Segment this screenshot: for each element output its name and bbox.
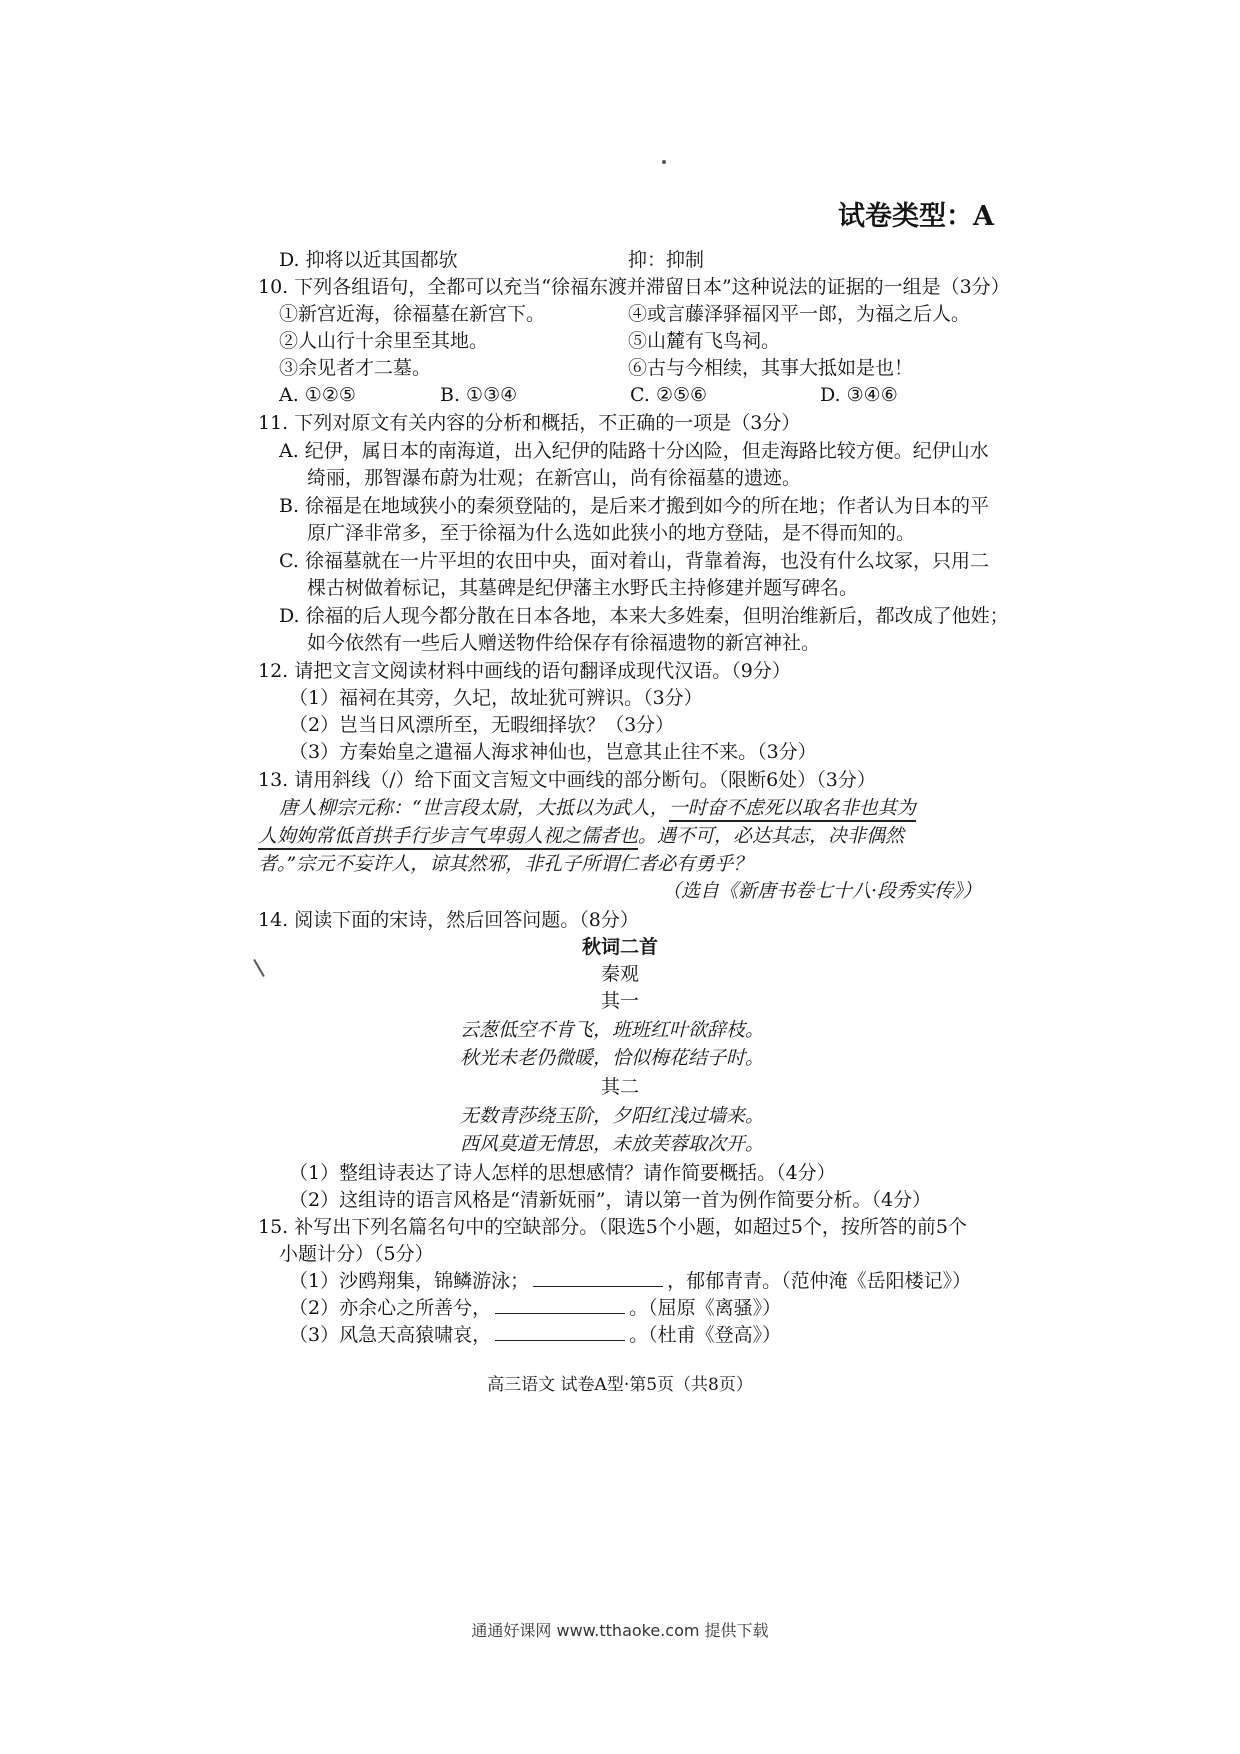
poem1-line2: 秋光未老仍微暖，恰似梅花结子时。 xyxy=(460,1047,765,1069)
q10-item-2: ②人山行十余里至其地。 xyxy=(279,330,489,352)
poem1-title: 其一 xyxy=(600,990,639,1012)
q11-option-d-line1: D. 徐福的后人现今都分散在日本各地，本来大多姓秦，但明治维新后，都改成了他姓； xyxy=(279,605,1009,627)
q13-source: （选自《新唐书卷七十八·段秀实传》） xyxy=(662,880,982,902)
q10-item-4: ④或言藤泽驿福冈平一郎，为福之后人。 xyxy=(628,303,971,325)
q15-item-3-suffix: 。（杜甫《登高》） xyxy=(629,1324,782,1346)
q11-stem: 11. 下列对原文有关内容的分析和概括，不正确的一项是（3分） xyxy=(258,412,801,434)
q13-text: 。遇不可，必达其志，决非偶然 xyxy=(638,825,905,847)
poem-author: 秦观 xyxy=(600,963,639,985)
q13-passage-line1 xyxy=(279,795,916,821)
scan-speck xyxy=(662,160,666,164)
q11-option-a-line2: 绮丽，那智瀑布蔚为壮观；在新宫山，尚有徐福墓的遗迹。 xyxy=(307,467,802,489)
answer-blank[interactable] xyxy=(495,1322,625,1341)
paper-type-label: 试卷类型：A xyxy=(838,201,994,232)
q10-item-5: ⑤山麓有飞鸟祠。 xyxy=(628,330,781,352)
q12-item-1: （1）福祠在其旁，久圮，故址犹可辨识。（3分） xyxy=(289,687,703,709)
q9-option-d-explain: 抑：抑制 xyxy=(628,249,705,271)
q10-item-3: ③余见者才二墓。 xyxy=(279,357,432,379)
scan-speck xyxy=(253,959,265,977)
q15-stem-line2: 小题计分）（5分） xyxy=(279,1243,434,1265)
answer-blank[interactable] xyxy=(495,1295,625,1314)
q15-item-1 xyxy=(289,1268,971,1294)
watermark-text: 通通好课网 www.tthaoke.com 提供下载 xyxy=(471,1621,769,1640)
q12-item-2: （2）岂当日风漂所至，无暇细择欤？（3分） xyxy=(289,714,675,736)
q12-item-3: （3）方秦始皇之遣福人海求神仙也，岂意其止往不来。（3分） xyxy=(289,741,817,763)
q13-passage-line2 xyxy=(258,823,904,849)
q15-item-2-prefix: （2）亦余心之所善兮， xyxy=(289,1297,492,1319)
q11-option-c-line1: C. 徐福墓就在一片平坦的农田中央，面对着山，背靠着海，也没有什么坟冢，只用二 xyxy=(279,550,989,572)
poem2-title: 其二 xyxy=(600,1076,639,1098)
q13-underlined-text: 一时奋不虑死以取名非也其为 xyxy=(669,797,916,822)
poem2-line2: 西风莫道无情思，未放芙蓉取次开。 xyxy=(460,1133,765,1155)
poem2-line1: 无数青莎绕玉阶，夕阳红浅过墙来。 xyxy=(460,1105,765,1127)
q10-item-1: ①新宫近海，徐福墓在新宫下。 xyxy=(279,303,546,325)
q15-item-2-suffix: 。（屈原《离骚》） xyxy=(629,1297,782,1319)
q10-option-b: B. ①③④ xyxy=(440,384,518,406)
q11-option-b-line1: B. 徐福是在地域狭小的秦须登陆的，是后来才搬到如今的所在地；作者认为日本的平 xyxy=(279,495,990,517)
q11-option-a-line1: A. 纪伊，属日本的南海道，出入纪伊的陆路十分凶险，但走海路比较方便。纪伊山水 xyxy=(279,440,989,462)
q10-option-a: A. ①②⑤ xyxy=(279,384,356,406)
q15-item-3-prefix: （3）风急天高猿啸哀， xyxy=(289,1324,492,1346)
q13-stem: 13. 请用斜线（/）给下面文言短文中画线的部分断句。（限断6处）（3分） xyxy=(258,769,876,791)
q11-option-c-line2: 棵古树做着标记，其墓碑是纪伊藩主水野氏主持修建并题写碑名。 xyxy=(307,577,859,599)
q14-sub-1: （1）整组诗表达了诗人怎样的思想感情？请作简要概括。（4分） xyxy=(289,1162,836,1184)
poem-title: 秋词二首 xyxy=(581,936,658,958)
q11-option-d-line2: 如今依然有一些后人赠送物件给保存有徐福遗物的新宫神社。 xyxy=(307,632,821,654)
q15-item-1-prefix: （1）沙鸥翔集，锦鳞游泳； xyxy=(289,1270,530,1292)
q10-option-d: D. ③④⑥ xyxy=(820,384,898,406)
q11-option-b-line2: 原广泽非常多，至于徐福为什么选如此狭小的地方登陆，是不得而知的。 xyxy=(307,522,916,544)
q15-item-2 xyxy=(289,1295,781,1321)
q13-underlined-text: 人姁姁常低首拱手行步言气卑弱人视之儒者也 xyxy=(258,825,638,850)
q10-stem: 10. 下列各组语句，全都可以充当“徐福东渡并滞留日本”这种说法的证据的一组是（3分） xyxy=(258,276,1010,298)
answer-blank[interactable] xyxy=(533,1268,663,1287)
q12-stem: 12. 请把文言文阅读材料中画线的语句翻译成现代汉语。（9分） xyxy=(258,660,791,682)
q15-stem-line1: 15. 补写出下列名篇名句中的空缺部分。（限选5个小题，如超过5个，按所答的前5个 xyxy=(258,1216,968,1238)
q15-item-1-suffix: ，郁郁青青。（范仲淹《岳阳楼记》） xyxy=(667,1270,972,1292)
q13-text: 唐人柳宗元称：“世言段太尉，大抵以为武人， xyxy=(279,797,669,819)
q15-item-3 xyxy=(289,1322,781,1348)
q13-passage-line3: 者。”宗元不妄许人，谅其然邪，非孔子所谓仁者必有勇乎？ xyxy=(258,853,753,875)
page-footer: 高三语文 试卷A型·第5页（共8页） xyxy=(487,1375,753,1395)
q14-stem: 14. 阅读下面的宋诗，然后回答问题。（8分） xyxy=(258,909,639,931)
q10-item-6: ⑥古与今相续，其事大抵如是也！ xyxy=(628,357,914,379)
q9-option-d: D. 抑将以近其国都欤 xyxy=(279,249,458,271)
poem1-line1: 云葱低空不肯飞，班班红叶欲辞枝。 xyxy=(460,1019,765,1041)
q14-sub-2: （2）这组诗的语言风格是“清新妩丽”，请以第一首为例作简要分析。（4分） xyxy=(289,1189,932,1211)
q10-option-c: C. ②⑤⑥ xyxy=(630,384,708,406)
